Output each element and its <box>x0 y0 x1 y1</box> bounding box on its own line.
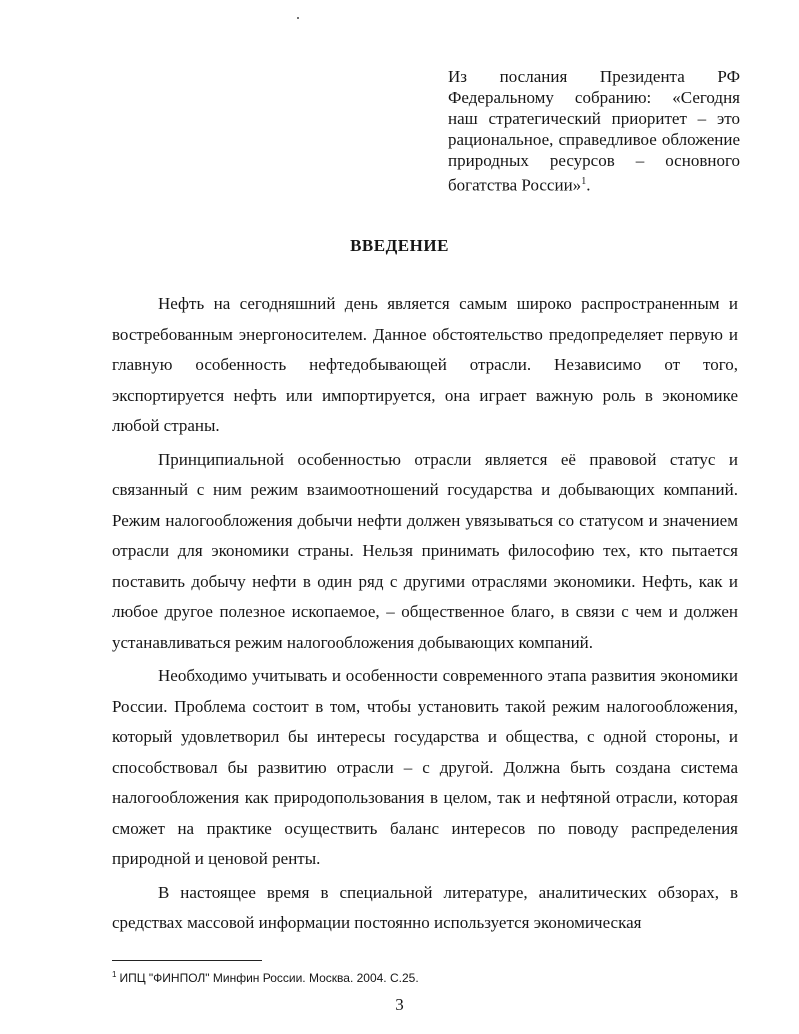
footnote-separator <box>112 960 262 961</box>
section-heading: ВВЕДЕНИЕ <box>350 236 449 255</box>
footnote <box>112 970 419 985</box>
epigraph-text: Из послания Президента РФ Федеральному собранию: «Сегодня наш стратегический приоритет – это рациональное, справедливое обложение природных ресурсов – основного богатства России» <box>448 67 740 195</box>
page-number: 3 <box>395 995 404 1014</box>
footnote-mark: 1 <box>112 970 117 979</box>
epigraph-end: . <box>586 175 591 195</box>
epigraph <box>448 66 740 196</box>
scan-speck <box>297 17 299 19</box>
paragraph-3: Необходимо учитывать и особенности современного этапа развития экономики России. Проблема состоит в том, чтобы установить такой режим налогообложения, который удовлетворил бы интересы государства и общества, с одной стороны, и способствовал бы развитию отрасли – с другой. Должна быть создана система налогообложения как природопользования в целом, так и нефтяной отрасли, которая сможет на практике осуществить баланс интересов по поводу распределения природной и ценовой ренты. <box>112 666 738 868</box>
paragraph-1: Нефть на сегодняшний день является самым широко распространенным и востребованным энергоносителем. Данное обстоятельство предопределяет первую и главную особенность нефтедобывающей отрасли. Независимо от того, экспортируется нефть или импортируется, она играет важную роль в экономике любой страны. <box>112 294 738 435</box>
body-text <box>112 289 738 942</box>
epigraph-footnote-mark: 1 <box>581 176 587 187</box>
paragraph-4: В настоящее время в специальной литературе, аналитических обзорах, в средствах массовой информации постоянно используется экономическая <box>112 882 738 932</box>
paragraph-2: Принципиальной особенностью отрасли является её правовой статус и связанный с ним режим взаимоотношений государства и добывающих компаний. Режим налогообложения добычи нефти должен увязываться со статусом и значением отрасли для экономики страны. Нельзя принимать философию тех, кто пытается поставить добычу нефти в один ряд с другими отраслями экономики. Нефть, как и любое другое полезное ископаемое, – общественное благо, в связи с чем и должен устанавливаться режим налогообложения добывающих компаний. <box>112 449 738 652</box>
footnote-text: ИПЦ "ФИНПОЛ" Минфин России. Москва. 2004. С.25. <box>119 971 419 985</box>
